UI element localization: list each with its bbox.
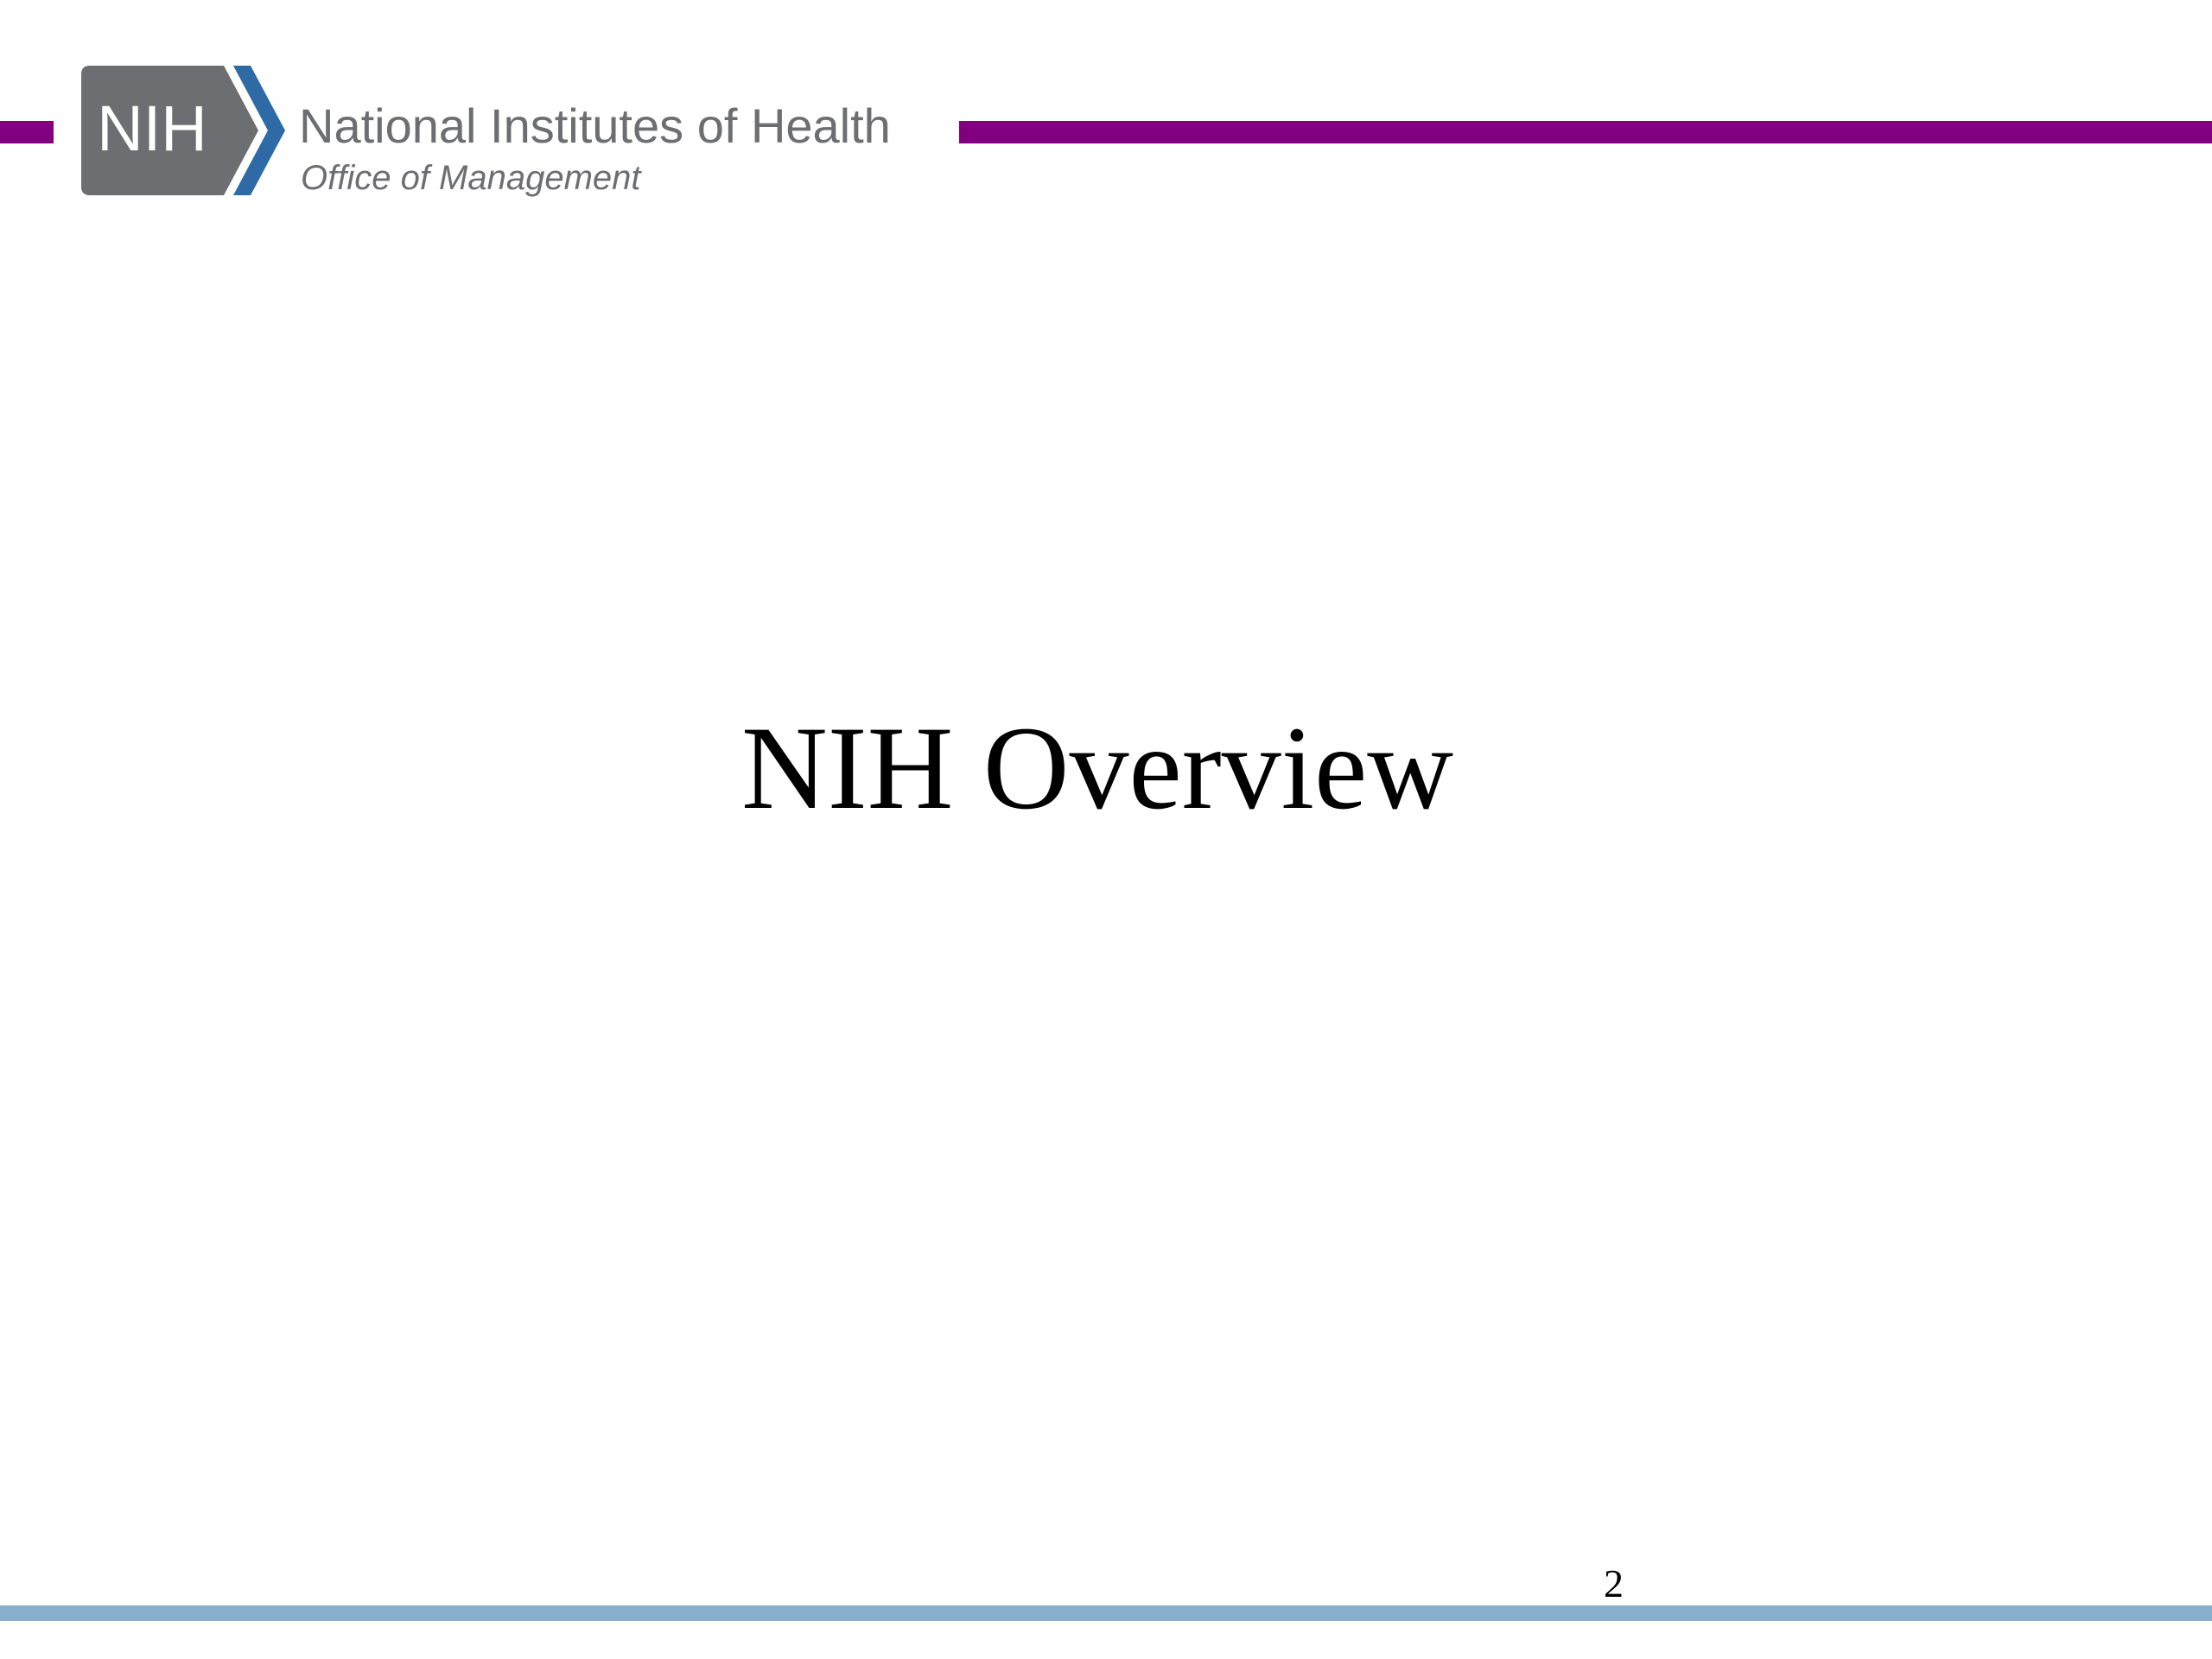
nih-logo-icon <box>81 66 285 195</box>
logo-organization-name: National Institutes of Health <box>299 99 891 153</box>
logo-office-name: Office of Management <box>301 159 641 197</box>
slide-title: NIH Overview <box>741 702 1453 834</box>
page-number: 2 <box>1604 1561 1624 1605</box>
logo-mark-text: NIH <box>97 92 207 164</box>
header-rule-right <box>959 121 2212 143</box>
header-rule-left <box>0 121 54 143</box>
footer-bar <box>0 1605 2212 1621</box>
